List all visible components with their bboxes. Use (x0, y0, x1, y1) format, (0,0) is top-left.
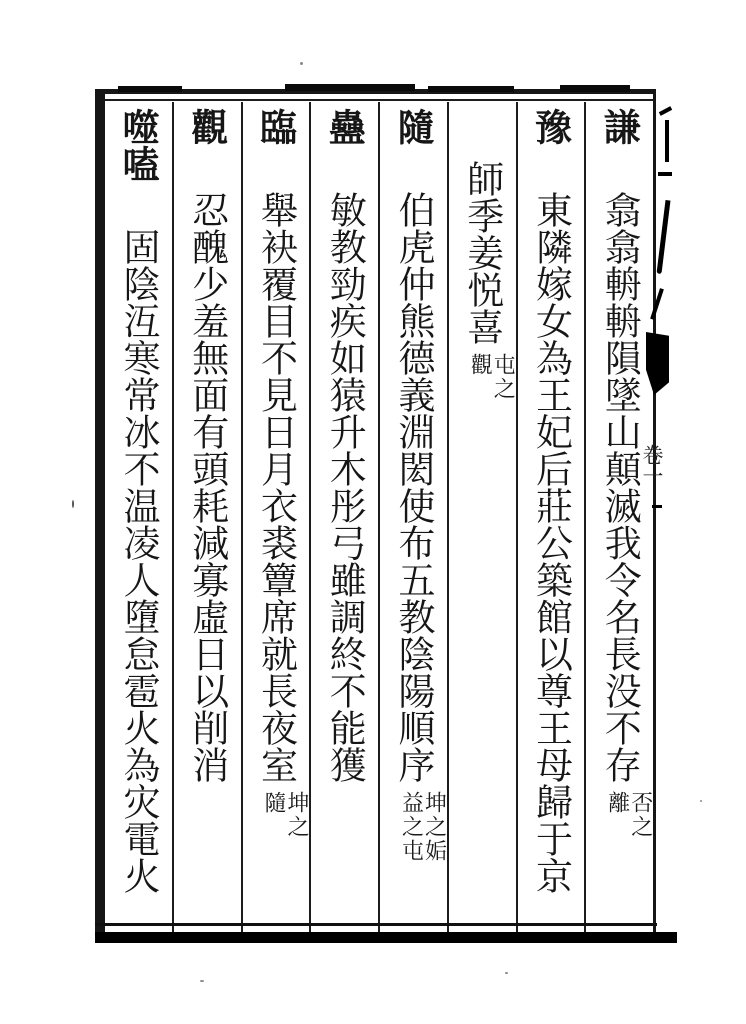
note-right-line: 坤之 (284, 791, 309, 839)
source-note (606, 791, 652, 839)
column-text (311, 108, 377, 932)
column-text (449, 108, 515, 932)
scan-speck (300, 62, 303, 65)
hexagram-name: 觀 (184, 108, 229, 145)
text-column (174, 102, 243, 932)
bottom-rule-thin (95, 923, 657, 926)
top-inner-rule (105, 99, 653, 101)
bottom-rule-thick (95, 932, 677, 943)
scan-speck (72, 500, 74, 508)
source-note (400, 791, 446, 863)
columns-container (105, 102, 653, 932)
hexagram-name: 謙 (597, 108, 642, 145)
source-note (262, 791, 308, 839)
column-text (105, 108, 171, 932)
source-note (468, 353, 514, 401)
note-right-line: 否之 (627, 791, 653, 839)
note-left-line: 觀 (467, 353, 493, 377)
text-column (586, 102, 653, 932)
verse-text: 忍醜少羞無面有頭耗減寡虛日以削消 (185, 191, 229, 783)
column-text (174, 108, 240, 932)
verse-text: 師季姜悦喜 (460, 160, 504, 345)
text-column (380, 102, 449, 932)
note-left-line: 隨 (261, 791, 286, 815)
scan-speck (505, 972, 508, 974)
column-text (243, 108, 309, 932)
stroke-fragment (657, 200, 671, 274)
note-left-line: 離 (604, 791, 630, 815)
column-text (518, 108, 584, 932)
scan-artifact (285, 84, 415, 91)
scan-speck (200, 980, 204, 982)
scan-artifact (428, 86, 514, 92)
note-right-line: 坤之姤 (421, 791, 447, 863)
verse-text: 東隣嫁女為王妃后莊公築館以尊王母歸于京 (529, 191, 573, 894)
verse-text: 固陰沍寒常冰不温凌人墮怠雹火為灾電火 (117, 228, 160, 894)
text-column (449, 102, 518, 932)
text-frame (95, 89, 656, 935)
hexagram-name: 隨 (391, 108, 435, 145)
column-text (586, 108, 652, 932)
text-column (311, 102, 380, 932)
scan-artifact (560, 85, 630, 92)
stroke-fragment (658, 172, 672, 176)
hexagram-name: 蠱 (322, 108, 367, 145)
text-column (243, 102, 312, 932)
verse-text: 翕翕輈輈隕墜山顛滅我令名長没不存 (598, 191, 642, 783)
text-column (518, 102, 587, 932)
column-text (380, 108, 446, 932)
stroke-fragment (652, 505, 662, 508)
scan-artifact (118, 86, 182, 92)
verse-text: 舉袂覆目不見日月衣裘簟席就長夜室 (254, 191, 298, 783)
volume-label: 卷一 (640, 444, 664, 486)
stroke-fragment (665, 120, 669, 162)
scan-speck (700, 800, 702, 802)
stroke-fragment (659, 106, 672, 116)
note-left-line: 益之屯 (398, 791, 424, 863)
hexagram-name: 噬嗑 (116, 108, 160, 182)
note-right-line: 屯之 (490, 353, 516, 401)
hexagram-name: 臨 (253, 108, 298, 145)
text-column (105, 102, 174, 932)
verse-text: 伯虎仲熊德義淵閎使布五教陰陽順序 (392, 191, 435, 783)
verse-text: 敏教勁疾如猿升木彤弓雖調終不能獲 (323, 191, 367, 783)
hexagram-name: 豫 (528, 108, 573, 145)
